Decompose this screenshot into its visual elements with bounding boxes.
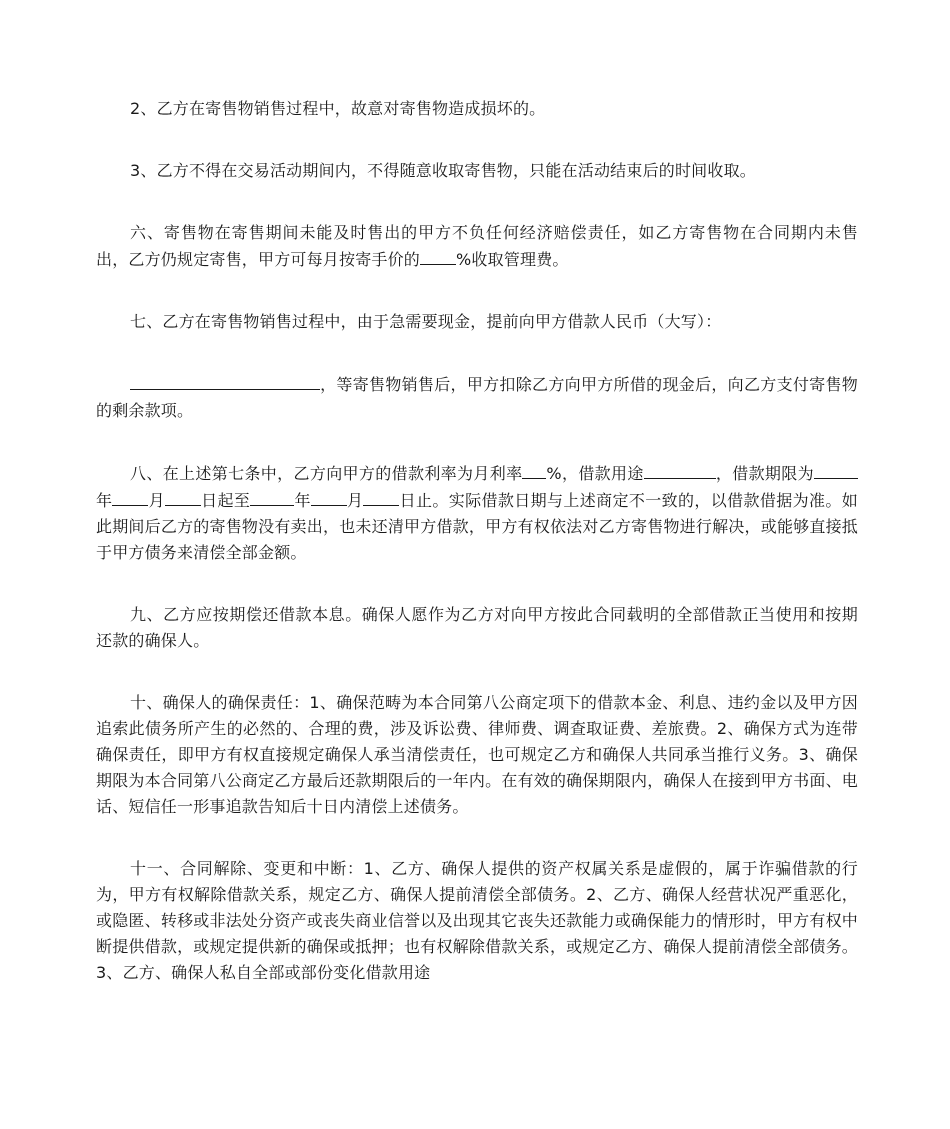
clause-nine: 九、乙方应按期偿还借款本息。确保人愿作为乙方对向甲方按此合同载明的全部借款正当使用和按期还款的确保人。 [96, 605, 858, 650]
blank-start-month[interactable] [112, 487, 148, 506]
clause-eight-month-2: 月 [346, 491, 364, 510]
clause-eight-year-2: 年 [294, 491, 311, 510]
clause-eight [96, 460, 858, 566]
clause-eight-year-1: 年 [96, 491, 113, 510]
document-page [96, 96, 858, 986]
clause-six-text: 六、寄售物在寄售期间未能及时售出的甲方不负任何经济赔偿责任，如乙方寄售物在合同期内未售出，乙方仍规定寄售，甲方可每月按寄手价的 [96, 223, 858, 269]
blank-end-month[interactable] [311, 487, 347, 506]
clause-ten: 十、确保人的确保责任：1、确保范畴为本合同第八公商定项下的借款本金、利息、违约金以及甲方因追索此债务所产生的必然的、合理的费，涉及诉讼费、律师费、调查取证费、差旅费。2、确保方式为连带确保责任，即甲方有权直接规定确保人承当清偿责任，也可规定乙方和确保人共同承当推行义务。3、确保期限为本合同第八公商定乙方最后还款期限后的一年内。在有效的确保期限内，确保人在接到甲方书面、电话、短信任一形事追款告知后十日内清偿上述债务。 [96, 693, 858, 816]
blank-end-day[interactable] [363, 487, 399, 506]
clause-eleven: 十一、合同解除、变更和中断：1、乙方、确保人提供的资产权属关系是虚假的，属于诈骗借款的行为，甲方有权解除借款关系，规定乙方、确保人提前清偿全部债务。2、乙方、确保人经营状况严重恶化，或隐匿、转移或非法处分资产或丧失商业信誉以及出现其它丧失还款能力或确保能力的情形时，甲方有权中断提供借款，或规定提供新的确保或抵押；也有权解除借款关系，或规定乙方、确保人提前清偿全部债务。3、乙方、确保人私自全部或部份变化借款用途 [96, 859, 858, 982]
clause-seven-cont-text: ，等寄售物销售后，甲方扣除乙方向甲方所借的现金后，向乙方支付寄售物的剩余款项。 [96, 375, 858, 420]
clause-seven: 七、乙方在寄售物销售过程中，由于急需要现金，提前向甲方借款人民币（大写）： [130, 312, 722, 331]
clause-eight-text-b: %，借款用途 [546, 464, 644, 483]
blank-end-year[interactable] [250, 487, 294, 506]
clause-eight-text-c: ，借款期限为 [715, 464, 814, 483]
blank-start-day[interactable] [165, 487, 201, 506]
clause-seven-cont [96, 371, 858, 424]
clause-eight-text-a: 八、在上述第七条中，乙方向甲方的借款利率为月利率 [130, 464, 523, 483]
blank-fee-percent[interactable] [420, 246, 456, 265]
clause-2-damage: 2、乙方在寄售物销售过程中，故意对寄售物造成损坏的。 [130, 99, 546, 118]
blank-start-year[interactable] [814, 460, 858, 479]
blank-interest-rate[interactable] [522, 460, 546, 479]
clause-eight-month-1: 月 [148, 491, 165, 510]
clause-eight-text-rest: 日止。实际借款日期与上述商定不一致的，以借款借据为准。如此期间后乙方的寄售物没有卖出，也未还清甲方借款，甲方有权依法对乙方寄售物进行解决，或能够直接抵于甲方债务来清偿全部金额。 [96, 491, 859, 562]
blank-loan-purpose[interactable] [644, 460, 716, 479]
clause-eight-from: 日起至 [200, 491, 251, 510]
blank-loan-amount[interactable] [130, 371, 320, 390]
clause-six [96, 220, 858, 273]
clause-six-tail: %收取管理费。 [456, 250, 569, 269]
clause-3-collection: 3、乙方不得在交易活动期间内，不得随意收取寄售物，只能在活动结束后的时间收取。 [130, 161, 756, 180]
